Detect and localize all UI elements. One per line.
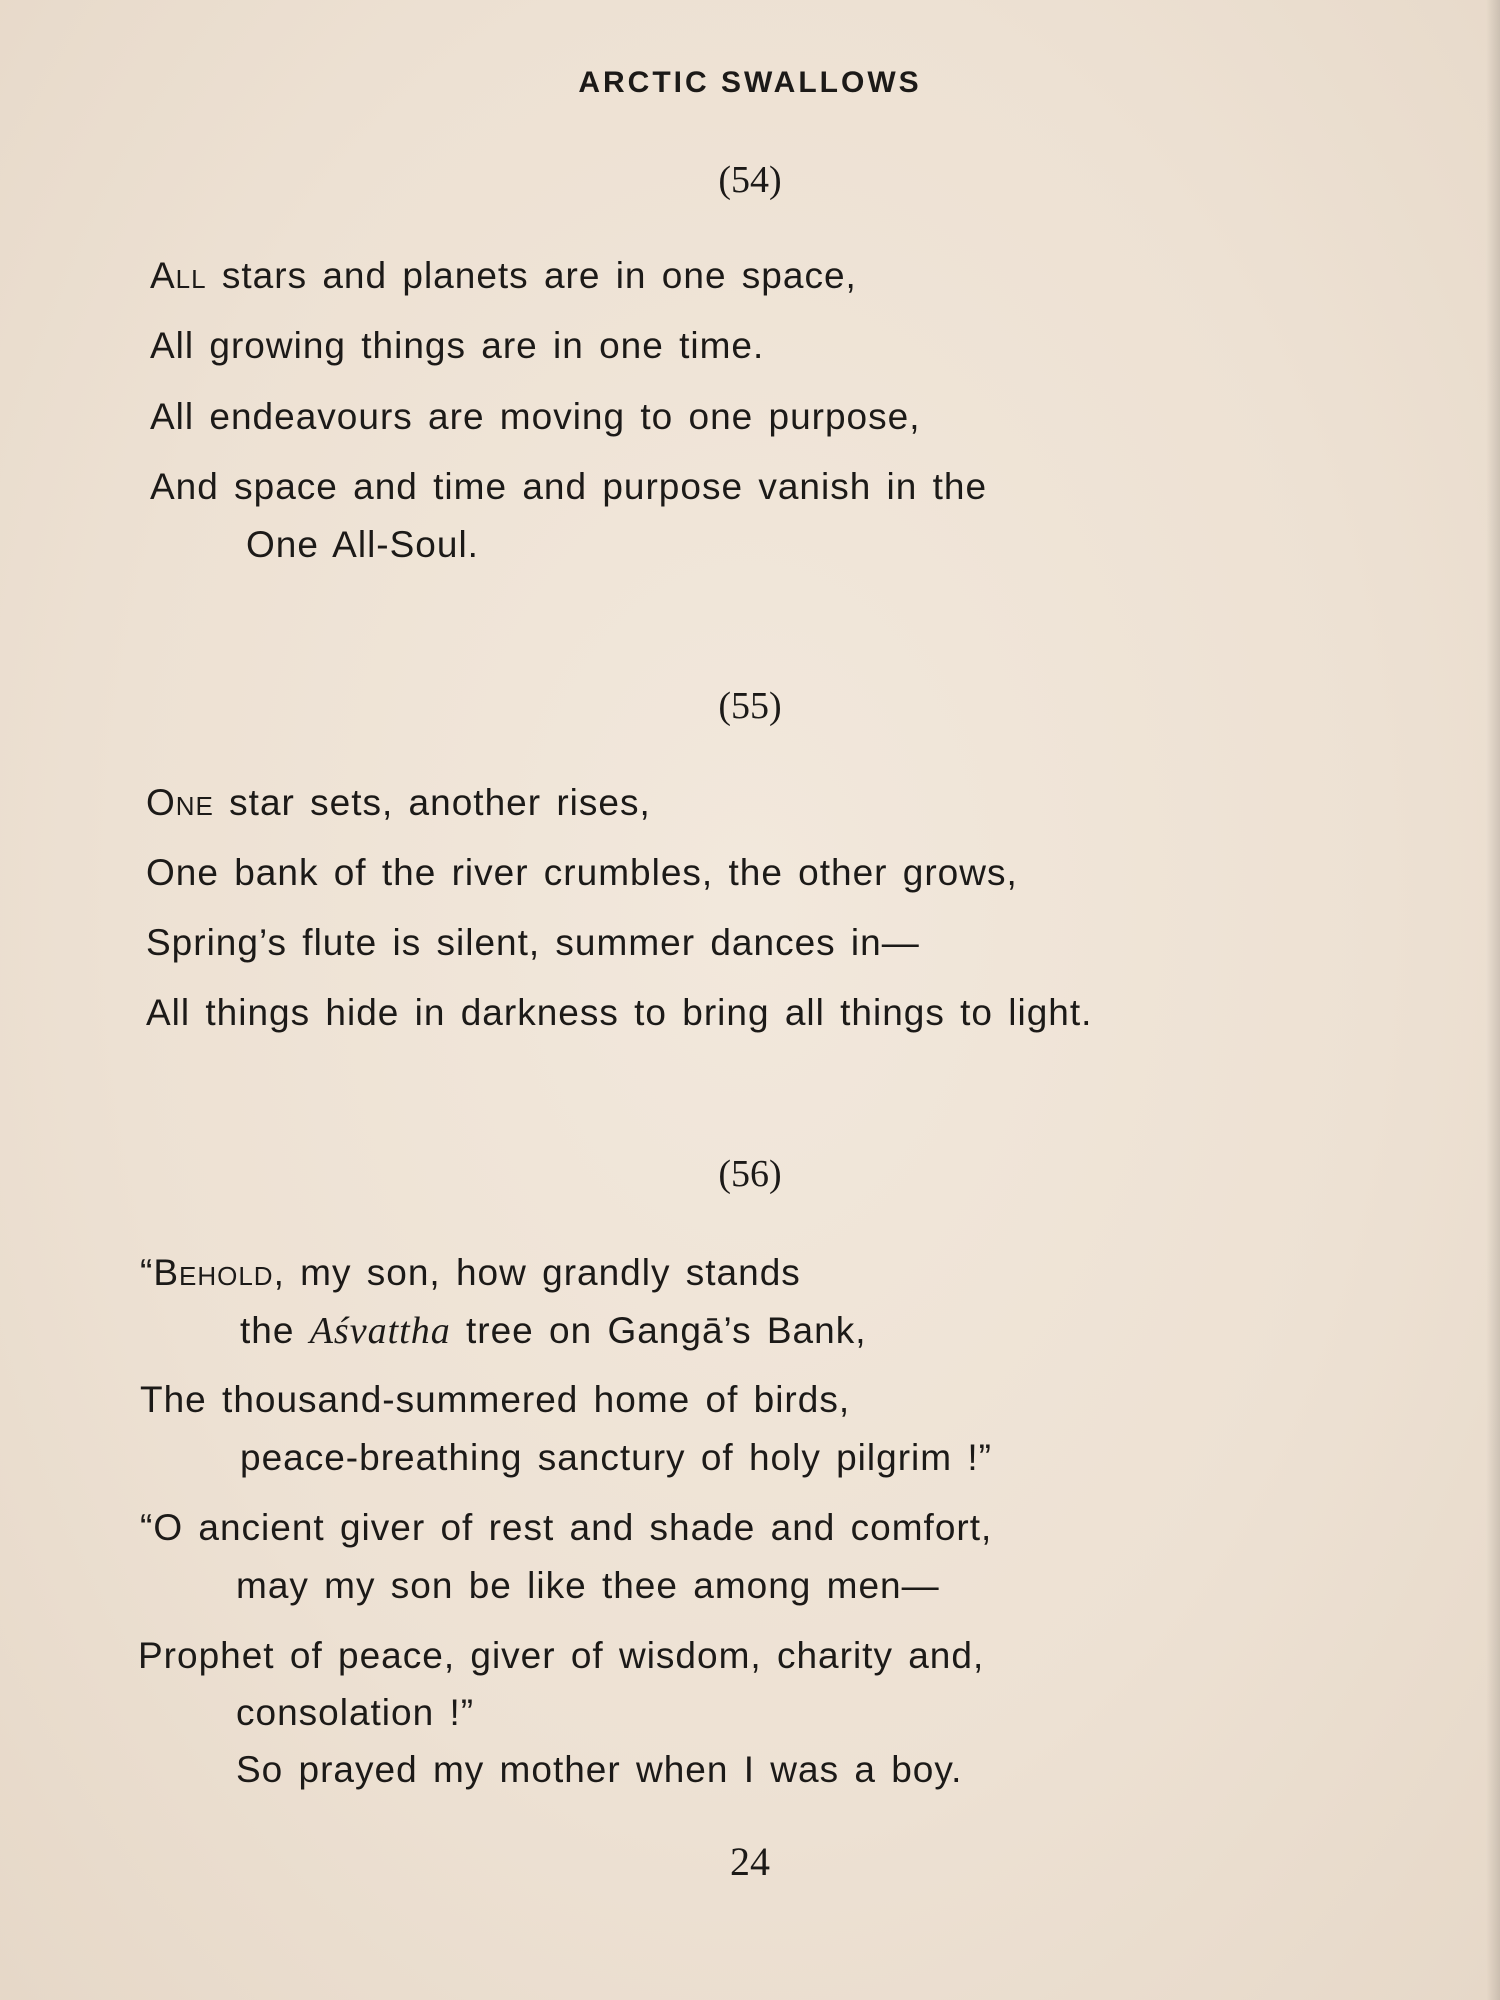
poem-54-line-4: And space and time and purpose vanish in the: [150, 466, 988, 507]
line-text: the: [240, 1310, 310, 1351]
small-caps-opening: Behold: [153, 1252, 274, 1293]
poem-54-line-2: All growing things are in one time.: [150, 325, 765, 366]
line-text: stars and planets are in one space,: [206, 255, 857, 296]
poem-56-line-4: peace-breathing sanctury of holy pilgrim !”: [240, 1437, 992, 1478]
poem-56-line-5: “O ancient giver of rest and shade and comfort,: [140, 1507, 993, 1548]
poem-56-line-2: [240, 1309, 867, 1353]
small-caps-opening: All: [150, 255, 207, 296]
poem-56-line-8: consolation !”: [236, 1692, 475, 1733]
page-number: 24: [730, 1839, 770, 1884]
poem-54-line-5: One All-Soul.: [246, 524, 479, 565]
poem-54-line-3: All endeavours are moving to one purpose,: [150, 396, 921, 437]
line-text: tree on Gangā’s Bank,: [450, 1310, 867, 1351]
poem-54-line-1: [150, 255, 857, 297]
line-text: star sets, another rises,: [213, 782, 651, 823]
page-edge-shadow: [1486, 0, 1500, 2000]
italic-word: Aśvattha: [309, 1310, 451, 1352]
poem-number-55: (55): [718, 685, 782, 727]
poem-56-line-1: [140, 1252, 801, 1294]
poem-56-line-7: Prophet of peace, giver of wisdom, charity and,: [138, 1635, 985, 1676]
poem-56-line-3: The thousand-summered home of birds,: [140, 1379, 851, 1420]
poem-56-line-9: So prayed my mother when I was a boy.: [236, 1749, 963, 1790]
poem-55-line-2: One bank of the river crumbles, the other grows,: [146, 852, 1018, 893]
running-title: ARCTIC SWALLOWS: [578, 66, 922, 99]
open-quote: “: [140, 1252, 154, 1293]
poem-number-56: (56): [718, 1153, 782, 1195]
poem-55-line-4: All things hide in darkness to bring all things to light.: [146, 992, 1093, 1033]
poem-56-line-6: may my son be like thee among men—: [236, 1565, 940, 1606]
small-caps-opening: One: [146, 782, 214, 823]
poem-number-54: (54): [718, 159, 782, 201]
poem-55-line-3: Spring’s flute is silent, summer dances in—: [146, 922, 920, 963]
line-text: , my son, how grandly stands: [273, 1252, 801, 1293]
poem-55-line-1: [146, 782, 651, 824]
